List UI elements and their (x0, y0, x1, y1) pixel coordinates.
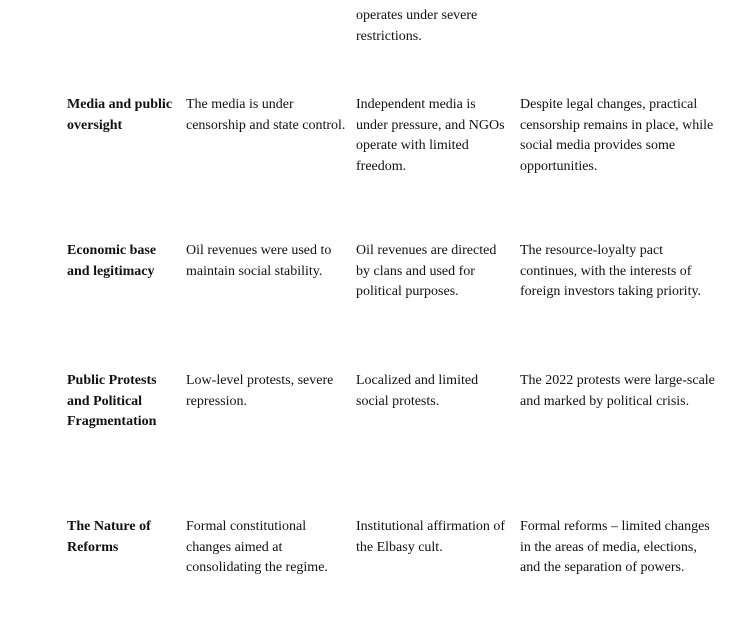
row-header-protests: Public Protests and Political Fragmentation (67, 373, 157, 429)
table-cell-row2-col2: Oil revenues are directed by clans and used for political purposes. (356, 243, 497, 299)
row-header-reforms: The Nature of Reforms (67, 519, 151, 555)
table-cell-row2-col3: The resource-loyalty pact continues, with the interests of foreign investors taking priority. (520, 243, 702, 299)
table-cell-row1-col2: Independent media is under pressure, and NGOs operate with limited freedom. (356, 97, 505, 174)
table-cell-row0-col2: operates under severe restrictions. (356, 8, 478, 44)
table-cell-row4-col2: Institutional affirmation of the Elbasy cult. (356, 519, 506, 555)
table-cell-row3-col1: Low-level protests, severe repression. (186, 373, 334, 409)
row-header-media: Media and public oversight (67, 97, 173, 133)
table-cell-row4-col3: Formal reforms – limited changes in the areas of media, elections, and the separation of powers. (520, 519, 710, 575)
table-cell-row2-col1: Oil revenues were used to maintain social stability. (186, 243, 332, 279)
table-cell-row4-col1: Formal constitutional changes aimed at consolidating the regime. (186, 519, 328, 575)
table-cell-row1-col3: Despite legal changes, practical censorship remains in place, while social media provides some opportunities. (520, 97, 714, 174)
table-cell-row3-col2: Localized and limited social protests. (356, 373, 479, 409)
row-header-economic: Economic base and legitimacy (67, 243, 157, 279)
table-cell-row3-col3: The 2022 protests were large-scale and marked by political crisis. (520, 373, 715, 409)
table-cell-row1-col1: The media is under censorship and state control. (186, 97, 346, 133)
